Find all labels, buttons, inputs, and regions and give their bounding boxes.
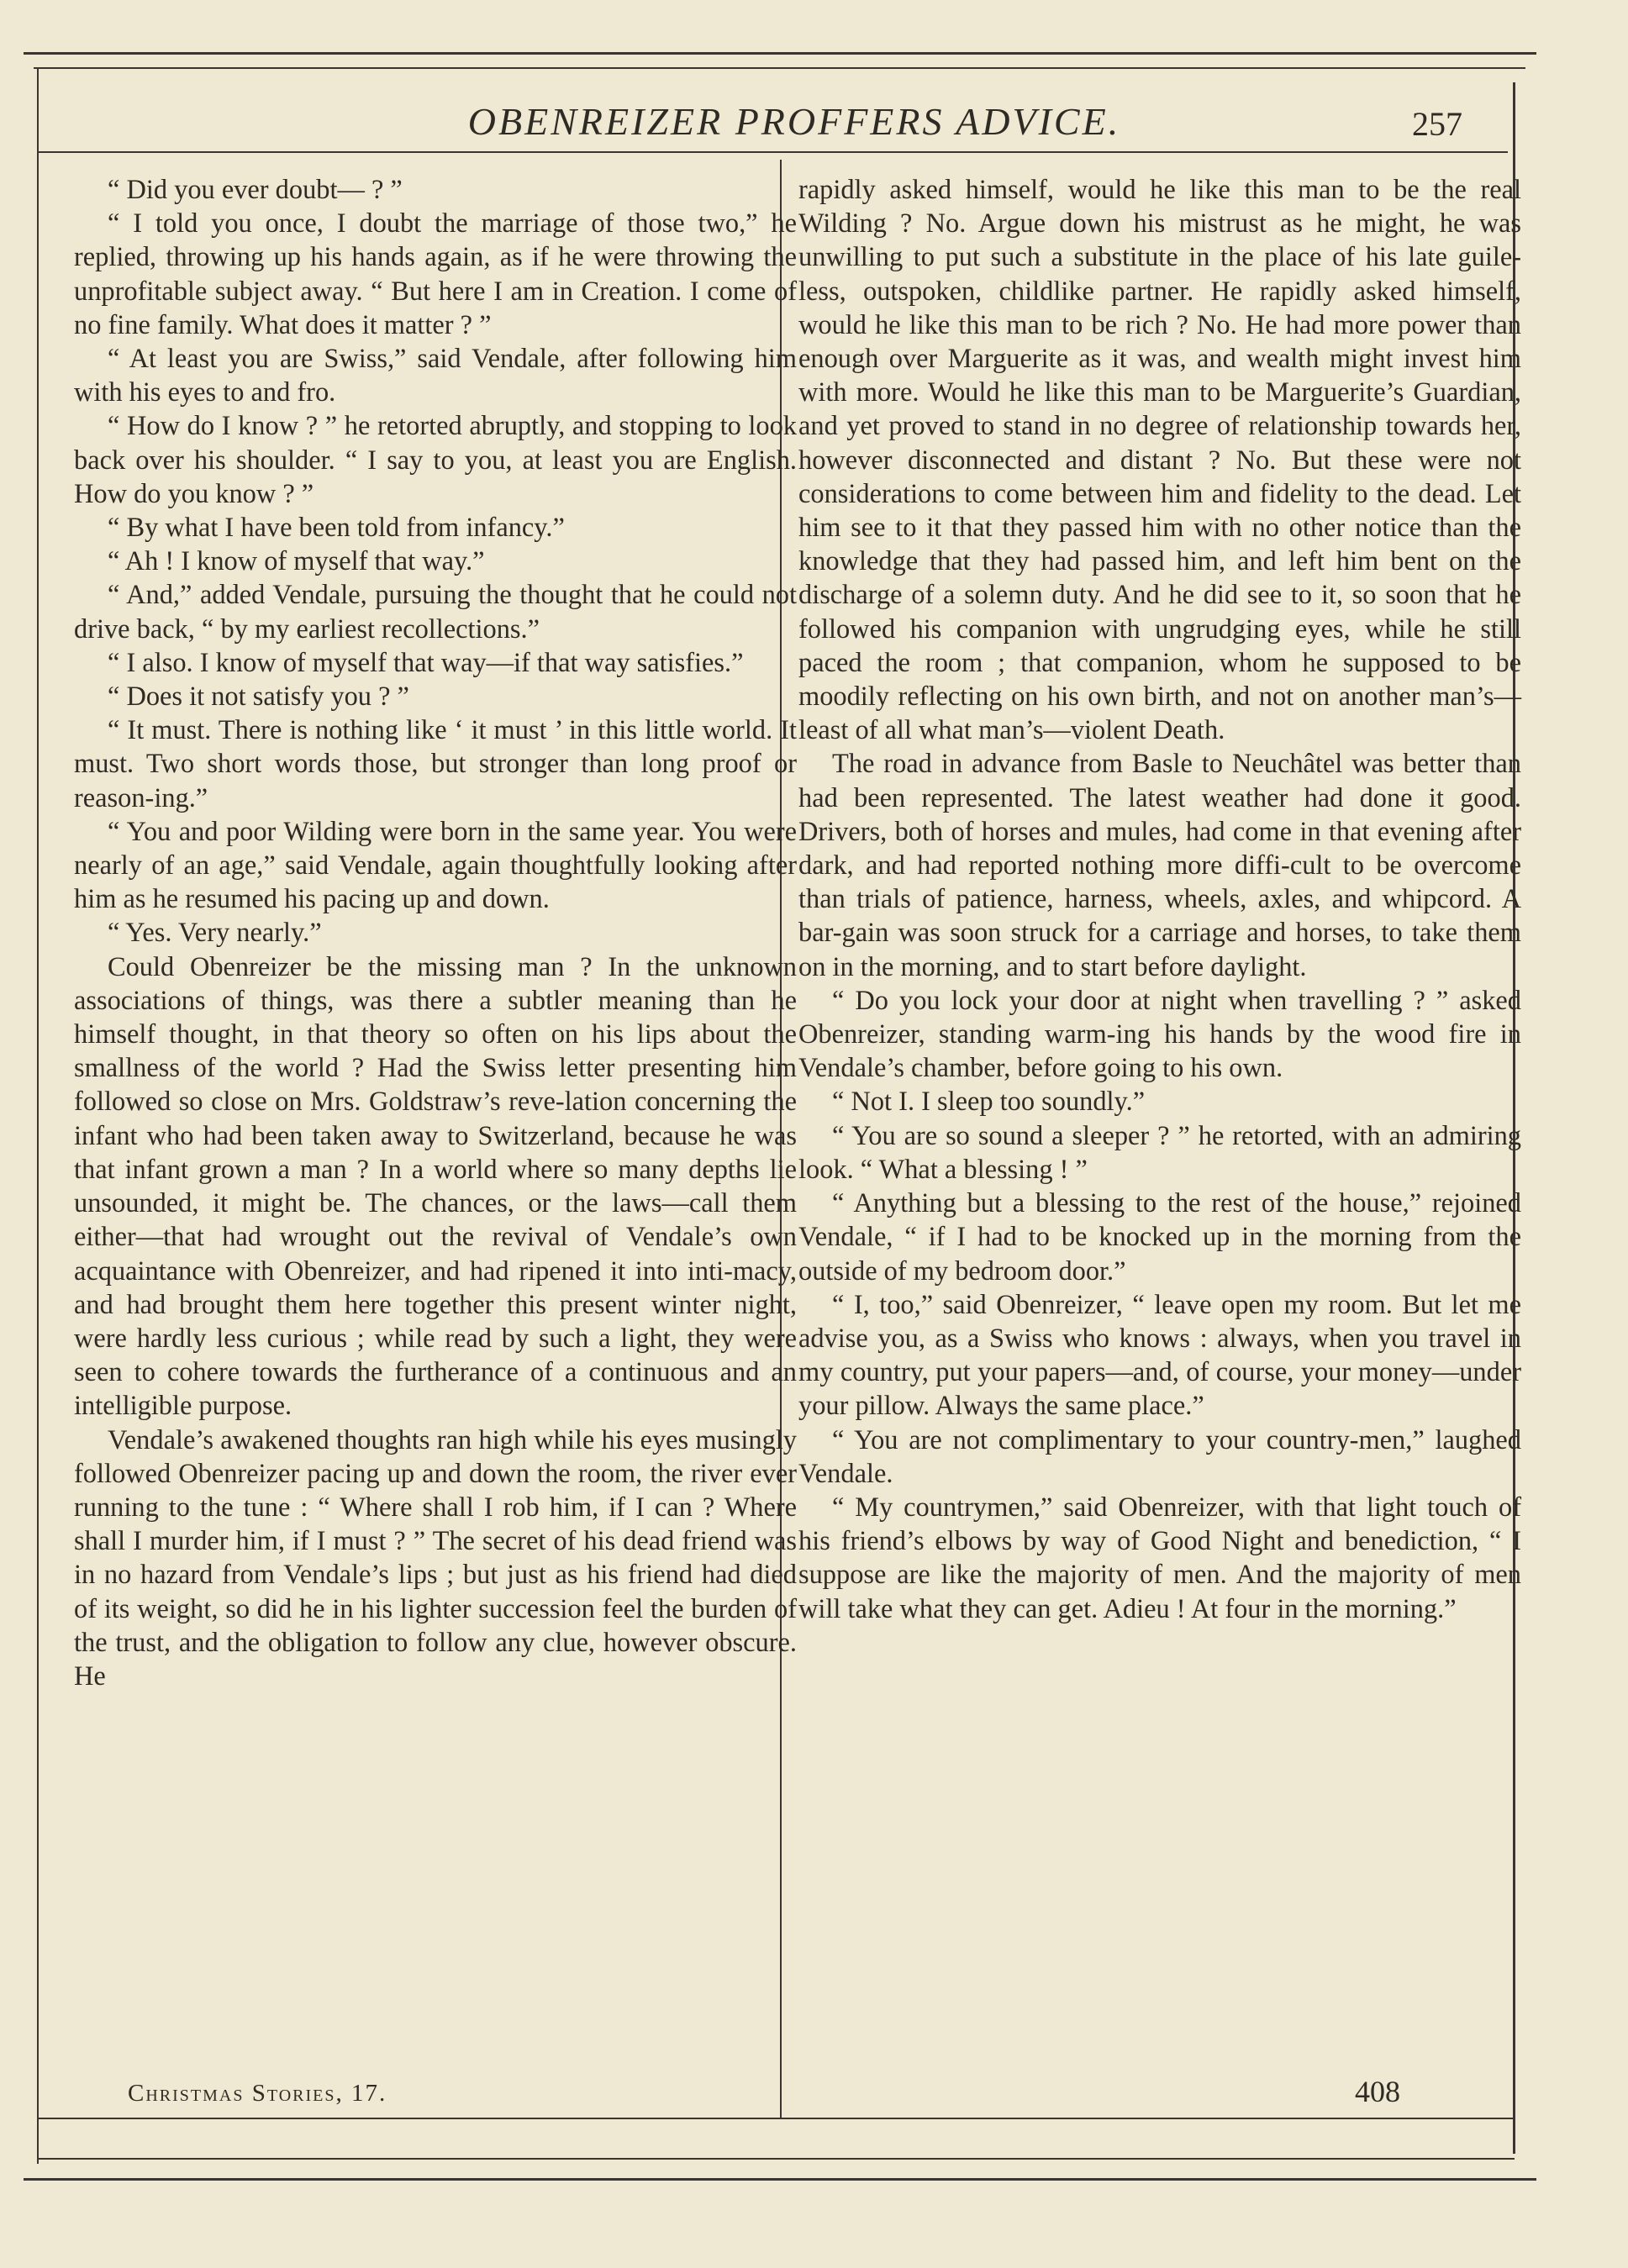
bottom-rule-inner <box>37 2158 1515 2160</box>
paragraph: The road in advance from Basle to Neuchâtel was better than had been represented. The latest weather had done it good. Drivers, both of horses and mules, had come in that evening after dark, and had reported nothing more diffi-cult to be overcome than trials of patience, harness, wheels, axles, and whipcord. A bar-gain was soon struck for a carriage and horses, to take them on in the morning, and to start before daylight. <box>798 749 1521 982</box>
paragraph: “ You are not complimentary to your country-men,” laughed Vendale. <box>798 1424 1521 1489</box>
bottom-rule-outer <box>24 2178 1536 2181</box>
page-title: OBENREIZER PROFFERS ADVICE. <box>467 100 1121 143</box>
top-rule-inner <box>34 67 1525 69</box>
right-column <box>798 173 1521 1626</box>
paragraph: “ I, too,” said Obenreizer, “ leave open my room. But let me advise you, as a Swiss who knows : always, when you travel in my country, put your papers—and, of course, your money—under your pillow. Always the same place.” <box>798 1289 1521 1422</box>
paragraph: “ I told you once, I doubt the marriage of those two,” he replied, throwing up his hands again, as if he were throwing the unprofitable subject away. “ But here I am in Creation. I come of no fine family. What does it matter ? ” <box>74 208 797 340</box>
paragraph: “ And,” added Vendale, pursuing the thought that he could not drive back, “ by my earliest recollections.” <box>74 580 797 645</box>
paragraph: Could Obenreizer be the missing man ? In the unknown associations of things, was there a subtler meaning than he himself thought, in that theory so often on his lips about the smallness of the world ? Had the Swiss letter presenting him followed so close on Mrs. Goldstraw’s reve-lation concerning the infant who had been taken away to Switzerland, because he was that infant grown a man ? In a world where so many depths lie unsounded, it might be. The chances, or the laws—call them either—that had wrought out the revival of Vendale’s own acquaintance with Obenreizer, and had ripened it into inti-macy, and had brought them here together this present winter night, were hardly less curious ; while read by such a light, they were seen to cohere towards the furtherance of a continuous and an intelligible purpose. <box>74 951 797 1422</box>
paragraph: “ You are so sound a sleeper ? ” he retorted, with an admiring look. “ What a blessing ! ” <box>798 1120 1521 1185</box>
footer-code: 408 <box>1355 2075 1400 2108</box>
paragraph: “ Yes. Very nearly.” <box>108 918 322 949</box>
page-number: 257 <box>1412 105 1462 143</box>
paragraph: “ It must. There is nothing like ‘ it must ’ in this little world. It must. Two short words those, but stronger than long proof or reason-ing.” <box>74 715 797 813</box>
paragraph: “ My countrymen,” said Obenreizer, with that light touch of his friend’s elbows by way of Good Night and benediction, “ I suppose are like the majority of men. And the majority of men will take what they can get. Adieu ! At four in the morning.” <box>798 1492 1521 1624</box>
paragraph: “ You and poor Wilding were born in the same year. You were nearly of an age,” said Vendale, again thoughtfully looking after him as he resumed his pacing up and down. <box>74 816 797 915</box>
paragraph: rapidly asked himself, would he like this man to be the real Wilding ? No. Argue down his mistrust as he might, he was unwilling to put such a substitute in the place of his late guile-less, outspoken, childlike partner. He rapidly asked himself, would he like this man to be rich ? No. He had more power than enough over Marguerite as it was, and wealth might invest him with more. Would he like this man to be Marguerite’s Guardian, and yet proved to stand in no degree of relationship towards her, however disconnected and distant ? No. But these were not considerations to come between him and fidelity to the dead. Let him see to it that they passed him with no other notice than the knowledge that they had passed him, and left him bent on the discharge of a solemn duty. And he did see to it, so soon that he followed his companion with ungrudging eyes, while he still paced the room ; that companion, whom he supposed to be moodily reflecting on his own birth, and not on another man’s—least of all what man’s—violent Death. <box>798 175 1521 746</box>
top-rule-outer <box>24 52 1536 55</box>
paragraph: “ At least you are Swiss,” said Vendale, after following him with his eyes to and fro. <box>74 344 797 408</box>
frame-left-border <box>37 67 39 2164</box>
paragraph: “ By what I have been told from infancy.” <box>108 513 565 544</box>
paragraph: “ Ah ! I know of myself that way.” <box>108 546 485 577</box>
paragraph: “ I also. I know of myself that way—if that way satisfies.” <box>108 647 744 678</box>
paragraph: “ Not I. I sleep too soundly.” <box>832 1087 1146 1118</box>
paragraph: “ Does it not satisfy you ? ” <box>108 681 409 713</box>
paragraph: “ How do I know ? ” he retorted abruptly, and stopping to look back over his shoulder. “ I say to you, at least you are English. How do you know ? ” <box>74 411 797 509</box>
paragraph: “ Did you ever doubt— ? ” <box>108 175 403 205</box>
footer-rule <box>37 2118 1513 2119</box>
paragraph: “ Anything but a blessing to the rest of the house,” rejoined Vendale, “ if I had to be knocked up in the morning from the outside of my bedroom door.” <box>798 1188 1521 1287</box>
paragraph: Vendale’s awakened thoughts ran high while his eyes musingly followed Obenreizer pacing up and down the room, the river ever running to the tune : “ Where shall I rob him, if I can ? Where shall I murder him, if I must ? ” The secret of his dead friend was in no hazard from Vendale’s lips ; but just as his friend had died of its weight, so did he in his lighter succession feel the burden of the trust, and the obligation to follow any clue, however obscure. He <box>74 1424 797 1692</box>
left-column <box>74 173 797 1693</box>
header-underline <box>37 151 1508 153</box>
footer-signature: Christmas Stories, 17. <box>128 2080 387 2107</box>
paragraph: “ Do you lock your door at night when travelling ? ” asked Obenreizer, standing warm-ing his hands by the wood fire in Vendale’s chamber, before going to his own. <box>798 985 1521 1084</box>
